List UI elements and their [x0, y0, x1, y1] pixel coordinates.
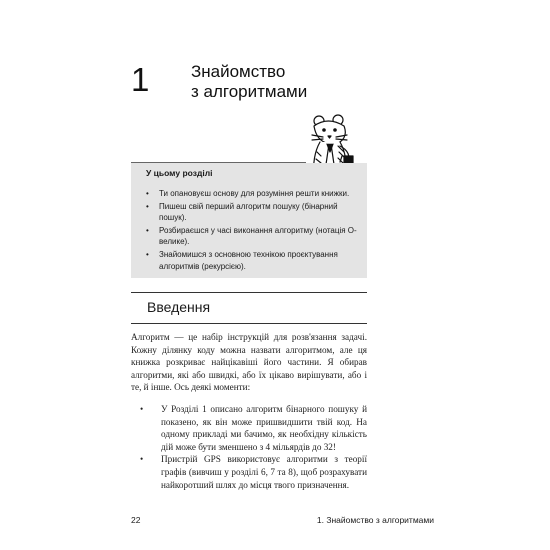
body-paragraph: Алгоритм — це набір інструкцій для розв'язання задачі. Кожну ділянку коду можна назвати алгоритмом, але ця книжка розкриває найцікавіші його частини. Я обирав алгоритми, які або швидкі, або їх цікаво вирішувати, або і те, й інше. Ось деякі моменти: — [131, 332, 367, 393]
page-number: 22 — [131, 515, 141, 525]
list-item: • Пишеш свій перший алгоритм пошуку (бінарний пошук). — [146, 201, 338, 223]
chapter-title-line-2: з алгоритмами — [191, 82, 308, 101]
bullet-icon: • — [146, 189, 149, 198]
chapter-number: 1 — [131, 61, 150, 98]
section-rule-bottom — [131, 323, 367, 324]
running-footer-chapter: 1. Знайомство з алгоритмами — [316, 515, 434, 525]
bullet-icon: • — [146, 249, 149, 259]
bullet-icon: • — [146, 201, 149, 211]
list-item: • Знайомишся з основною технікою проєктування алгоритмів (рекурсією). — [146, 249, 338, 271]
bullet-icon: • — [140, 454, 144, 465]
chapter-title — [191, 62, 307, 102]
bullet-icon: • — [140, 404, 144, 414]
list-item: • Розбираєшся у часі виконання алгоритму (нотація О-велике). — [146, 225, 357, 247]
section-rule-top — [131, 292, 367, 293]
section-title: Введення — [147, 299, 211, 315]
chapter-title-line-1: Знайомство — [191, 62, 286, 81]
in-this-chapter-list — [144, 188, 362, 273]
in-this-chapter-heading: У цьому розділі — [146, 168, 213, 178]
bullet-icon: • — [146, 225, 149, 235]
list-item: • Ти опановуєш основу для розуміння решти книжки. — [146, 189, 350, 198]
body-list — [131, 403, 367, 491]
list-item: • Пристрій GPS використовує алгоритми з теорії графів (вивчиш у розділі 6, 7 та 8), щоб розрахувати найкоротший шлях до місця твого призначення. — [140, 454, 367, 490]
list-item: • У Розділі 1 описано алгоритм бінарного пошуку й показено, як він може пришвидшити твій код. На одному прикладі ми бачимо, як необхідну кількість дій може бути зменшено з 4 мільярдів до 32! — [140, 404, 367, 452]
